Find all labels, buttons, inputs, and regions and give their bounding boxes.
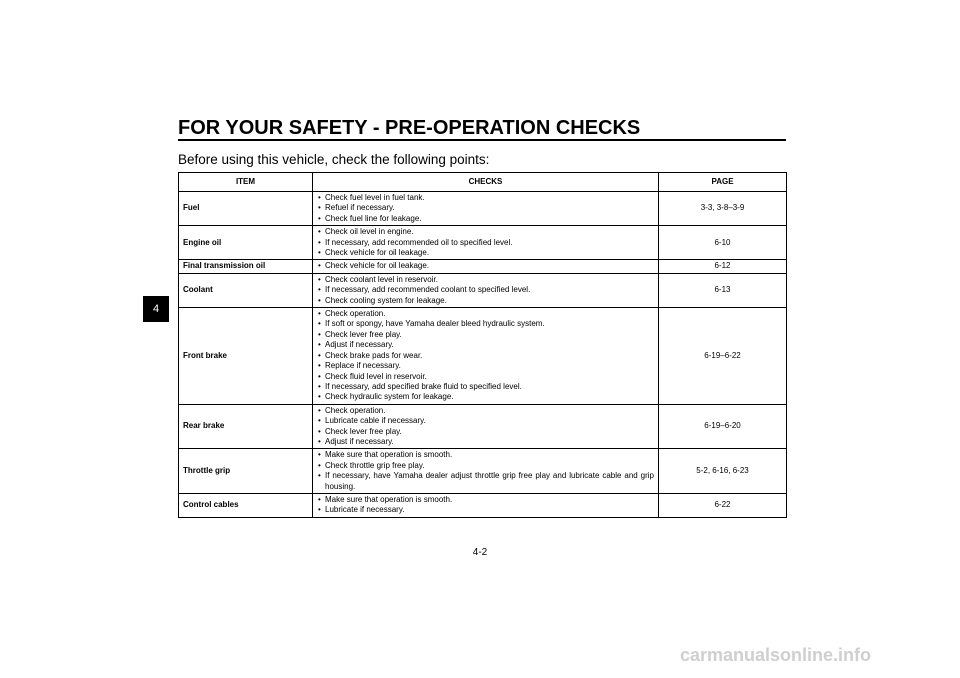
check-item: • Check lever free play. (317, 427, 654, 437)
table-header-row (179, 173, 787, 192)
check-item: • Adjust if necessary. (317, 340, 654, 350)
check-item: • Check brake pads for wear. (317, 351, 654, 361)
check-item: • Adjust if necessary. (317, 437, 654, 447)
check-item: • Check lever free play. (317, 330, 654, 340)
check-item: • If necessary, add specified brake fluid to specified level. (317, 382, 654, 392)
page-number: 4-2 (472, 547, 488, 558)
table-row (179, 449, 787, 494)
header-page: PAGE (659, 173, 787, 192)
check-item: • Check operation. (317, 406, 654, 416)
watermark: carmanualsonline.info (680, 645, 872, 665)
checks-cell (313, 308, 659, 405)
check-item: • Check throttle grip free play. (317, 461, 654, 471)
item-cell: Rear brake (179, 404, 313, 449)
table-row (179, 308, 787, 405)
check-item: • If necessary, have Yamaha dealer adjust throttle grip free play and lubricate cable and grip housing. (317, 471, 654, 492)
title-rule (178, 139, 786, 141)
checks-list (317, 227, 654, 258)
checks-cell (313, 493, 659, 517)
check-item: • Check vehicle for oil leakage. (317, 248, 654, 258)
check-item: • Check cooling system for leakage. (317, 296, 654, 306)
check-item: • Check fluid level in reservoir. (317, 372, 654, 382)
checks-cell (313, 226, 659, 260)
check-item: • Check vehicle for oil leakage. (317, 261, 654, 271)
header-checks: CHECKS (313, 173, 659, 192)
check-item: • Replace if necessary. (317, 361, 654, 371)
page-cell: 5-2, 6-16, 6-23 (659, 449, 787, 494)
check-item: • Check hydraulic system for leakage. (317, 392, 654, 402)
table-row (179, 404, 787, 449)
check-item: • Check oil level in engine. (317, 227, 654, 237)
checks-list (317, 275, 654, 306)
check-item: • Make sure that operation is smooth. (317, 495, 654, 505)
checks-cell (313, 260, 659, 273)
item-cell: Throttle grip (179, 449, 313, 494)
table-row (179, 273, 787, 307)
check-item: • If soft or spongy, have Yamaha dealer bleed hydraulic system. (317, 319, 654, 329)
check-item: • Check fuel line for leakage. (317, 214, 654, 224)
chapter-tab: 4 (143, 296, 169, 322)
check-item: • Lubricate if necessary. (317, 505, 654, 515)
table-row (179, 493, 787, 517)
item-cell: Final transmission oil (179, 260, 313, 273)
page-cell: 6-22 (659, 493, 787, 517)
page-cell: 6-19–6-20 (659, 404, 787, 449)
header-item: ITEM (179, 173, 313, 192)
check-item: • Check operation. (317, 309, 654, 319)
page-cell: 6-13 (659, 273, 787, 307)
item-cell: Control cables (179, 493, 313, 517)
check-item: • Check fuel level in fuel tank. (317, 193, 654, 203)
checks-cell (313, 192, 659, 226)
page-cell: 6-10 (659, 226, 787, 260)
item-cell: Coolant (179, 273, 313, 307)
check-item: • Check coolant level in reservoir. (317, 275, 654, 285)
page-cell: 6-12 (659, 260, 787, 273)
table-row (179, 226, 787, 260)
intro-text: Before using this vehicle, check the following points: (178, 152, 490, 167)
checks-list (317, 261, 654, 271)
checks-list (317, 193, 654, 224)
checks-list (317, 450, 654, 492)
item-cell: Fuel (179, 192, 313, 226)
checks-list (317, 495, 654, 516)
page-cell: 6-19–6-22 (659, 308, 787, 405)
checks-cell (313, 404, 659, 449)
page-cell: 3-3, 3-8–3-9 (659, 192, 787, 226)
table-row (179, 192, 787, 226)
page-title: FOR YOUR SAFETY - PRE-OPERATION CHECKS (178, 117, 641, 139)
checks-list (317, 309, 654, 403)
checks-list (317, 406, 654, 448)
checks-cell (313, 273, 659, 307)
table-body (179, 192, 787, 518)
check-item: • Refuel if necessary. (317, 203, 654, 213)
pre-operation-checks-table (178, 172, 787, 518)
table-row (179, 260, 787, 273)
checks-cell (313, 449, 659, 494)
check-item: • If necessary, add recommended coolant to specified level. (317, 285, 654, 295)
check-item: • Make sure that operation is smooth. (317, 450, 654, 460)
check-item: • Lubricate cable if necessary. (317, 416, 654, 426)
item-cell: Engine oil (179, 226, 313, 260)
check-item: • If necessary, add recommended oil to specified level. (317, 238, 654, 248)
item-cell: Front brake (179, 308, 313, 405)
